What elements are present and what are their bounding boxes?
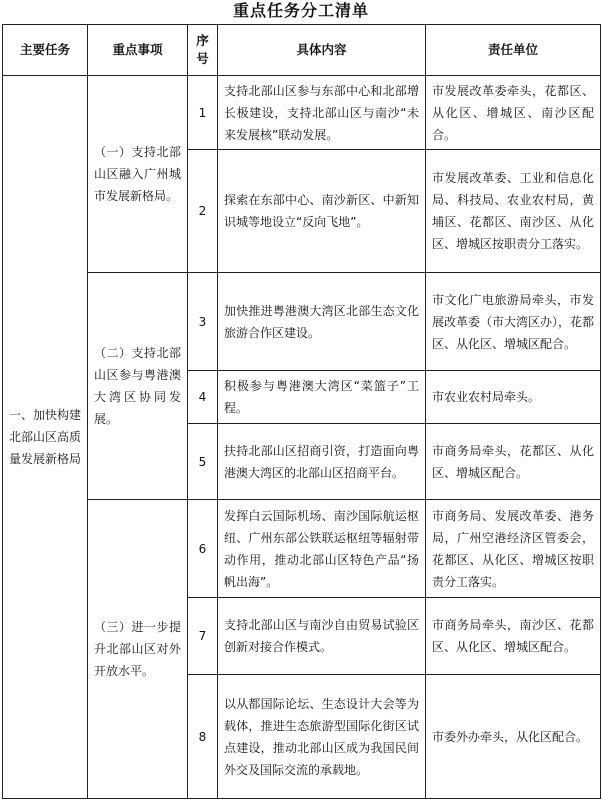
row-number: 3: [188, 273, 218, 371]
header-content: 具体内容: [218, 25, 426, 76]
key-item-cell: （一）支持北部山区融入广州城市发展新格局。: [88, 76, 188, 273]
row-number: 2: [188, 150, 218, 273]
header-main-task: 主要任务: [3, 25, 88, 76]
content-cell: 加快推进粤港澳大湾区北部生态文化旅游合作区建设。: [218, 273, 426, 371]
content-cell: 探索在东部中心、南沙新区、中新知识城等地设立“反向飞地”。: [218, 150, 426, 273]
task-table: [2, 24, 601, 799]
content-cell: 支持北部山区参与东部中心和北部增长极建设，支持北部山区与南沙“未来发展核”联动发展。: [218, 76, 426, 150]
table-row: [3, 273, 601, 371]
key-item-cell: （三）进一步提升北部山区对外开放水平。: [88, 500, 188, 799]
row-number: 1: [188, 76, 218, 150]
content-cell: 积极参与粤港澳大湾区“菜篮子”工程。: [218, 371, 426, 424]
header-number: 序号: [188, 25, 218, 76]
table-header-row: [3, 25, 601, 76]
unit-cell: 市商务局牵头，南沙区、花都区、从化区、增城区配合。: [426, 598, 601, 675]
content-cell: 支持北部山区与南沙自由贸易试验区创新对接合作模式。: [218, 598, 426, 675]
unit-cell: 市商务局牵头，花都区、从化区、增城区配合。: [426, 424, 601, 500]
content-cell: 以从都国际论坛、生态设计大会等为载体，推进生态旅游型国际化街区试点建设，推动北部山区成为我国民间外交及国际交流的承载地。: [218, 675, 426, 799]
row-number: 5: [188, 424, 218, 500]
row-number: 8: [188, 675, 218, 799]
table-row: [3, 500, 601, 598]
unit-cell: 市文化广电旅游局牵头，市发展改革委（市大湾区办），花都区、从化区、增城区配合。: [426, 273, 601, 371]
key-item-cell: （二）支持北部山区参与粤港澳大湾区协同发展。: [88, 273, 188, 500]
row-number: 7: [188, 598, 218, 675]
page-title: 重点任务分工清单: [232, 1, 369, 20]
main-task-cell: 一、加快构建北部山区高质量发展新格局: [3, 76, 88, 799]
unit-cell: 市商务局、发展改革委、港务局，广州空港经济区管委会，花都区、从化区、增城区按职责分工落实。: [426, 500, 601, 598]
content-cell: 发挥白云国际机场、南沙国际航运枢纽、广州东部公铁联运枢纽等辐射带动作用，推动北部山区特色产品“扬帆出海”。: [218, 500, 426, 598]
content-cell: 扶持北部山区招商引资，打造面向粤港澳大湾区的北部山区招商平台。: [218, 424, 426, 500]
unit-cell: 市发展改革委、工业和信息化局、科技局、农业农村局，黄埔区、花都区、南沙区、从化区、增城区按职责分工落实。: [426, 150, 601, 273]
table-row: [3, 76, 601, 150]
unit-cell: 市委外办牵头，从化区配合。: [426, 675, 601, 799]
header-key-item: 重点事项: [88, 25, 188, 76]
unit-cell: 市发展改革委牵头，花都区、从化区、增城区、南沙区配合。: [426, 76, 601, 150]
unit-cell: 市农业农村局牵头。: [426, 371, 601, 424]
header-responsible-unit: 责任单位: [426, 25, 601, 76]
row-number: 6: [188, 500, 218, 598]
row-number: 4: [188, 371, 218, 424]
